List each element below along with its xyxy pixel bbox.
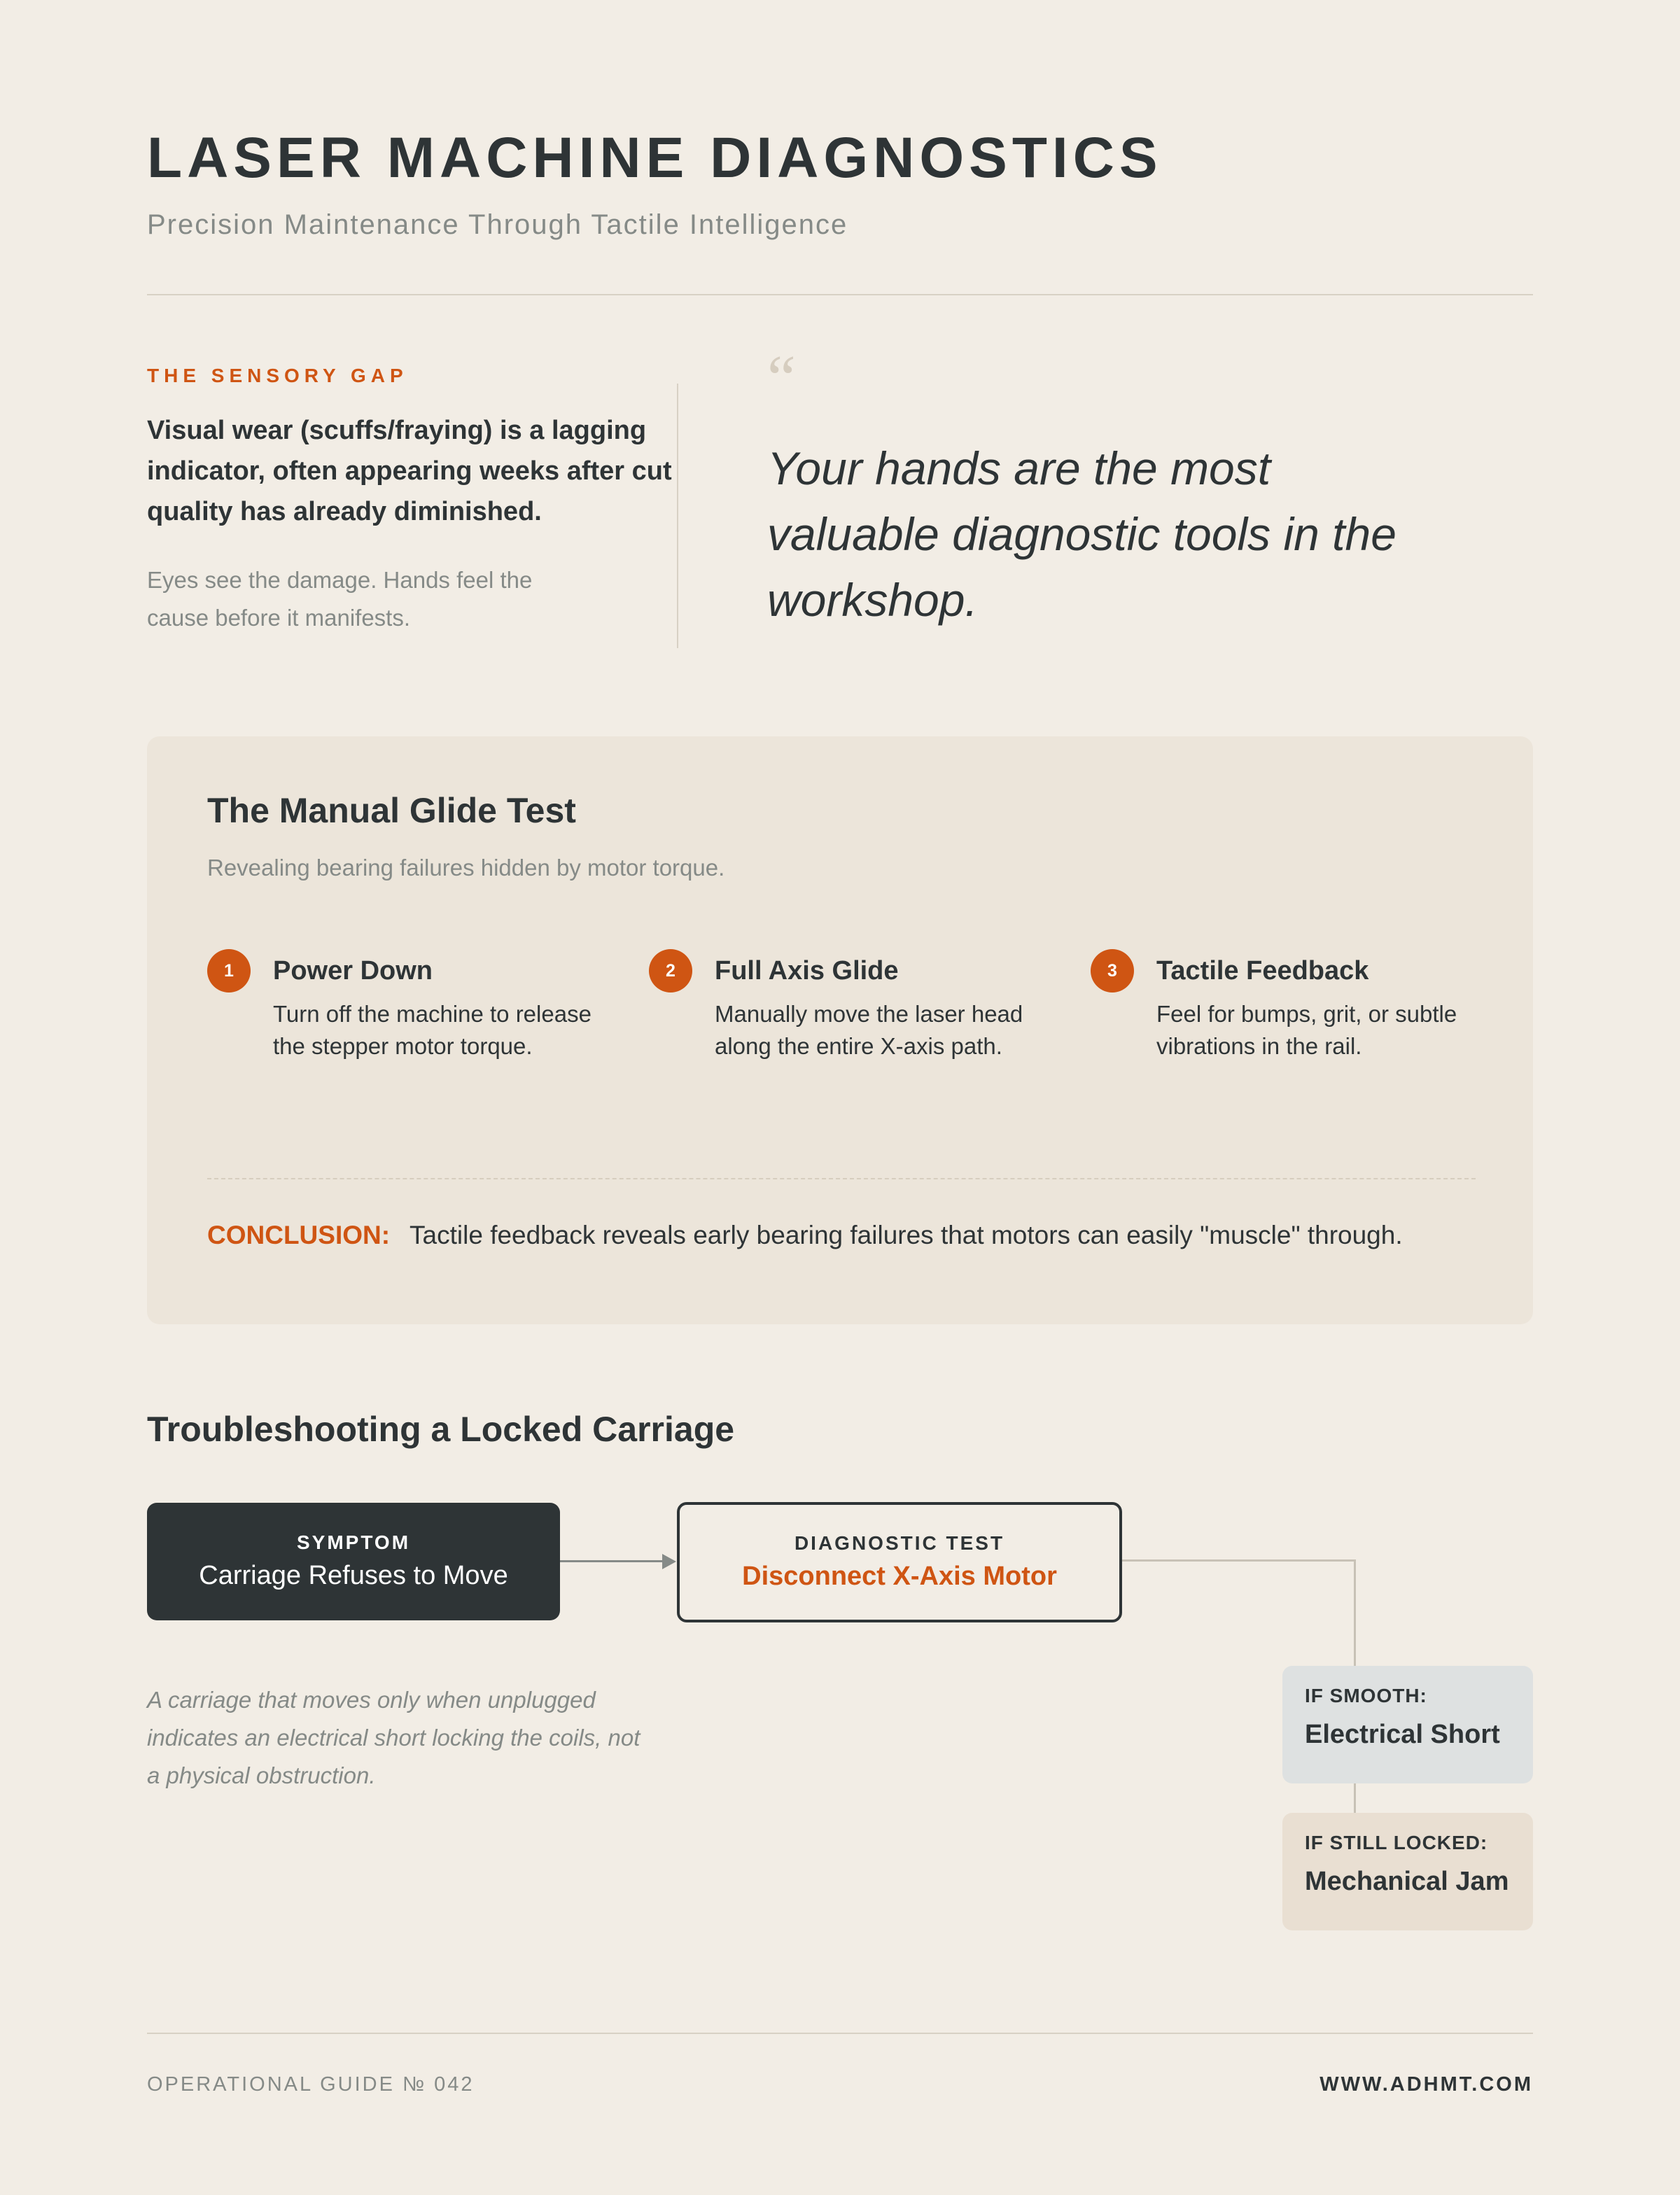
step-title: Tactile Feedback [1156, 956, 1369, 986]
outcome-mechanical-jam [1282, 1813, 1533, 1930]
pull-quote: Your hands are the most valuable diagnostic tools in the workshop. [767, 442, 1396, 626]
page-subtitle: Precision Maintenance Through Tactile Intelligence [147, 209, 848, 240]
arrow-right-icon [560, 1560, 664, 1562]
outcome-electrical-short [1282, 1666, 1533, 1783]
glide-test-subtitle: Revealing bearing failures hidden by motor torque. [207, 855, 725, 881]
sensory-gap-label: THE SENSORY GAP [147, 365, 408, 386]
outcome-label: IF SMOOTH: [1305, 1685, 1427, 1706]
header-divider [147, 294, 1533, 295]
troubleshooting-note: A carriage that moves only when unplugged indicates an electrical short locking the coils, not a physical obstruction. [147, 1687, 640, 1788]
page-title: LASER MACHINE DIAGNOSTICS [147, 126, 1163, 190]
conclusion [207, 1218, 1403, 1253]
arrow-head-icon [662, 1554, 676, 1569]
quote-mark-icon: “ [767, 342, 796, 414]
step-title: Power Down [273, 956, 433, 986]
conclusion-label: CONCLUSION: [207, 1221, 391, 1249]
sensory-gap-note: Eyes see the damage. Hands feel the cause before it manifests. [147, 567, 533, 631]
conclusion-text: Tactile feedback reveals early bearing failures that motors can easily "muscle" through. [410, 1221, 1403, 1249]
diagnostic-test-box [677, 1502, 1122, 1622]
step-power-down [207, 949, 627, 1089]
footer-guide-number: OPERATIONAL GUIDE № 042 [147, 2073, 475, 2096]
symptom-value: Carriage Refuses to Move [199, 1561, 508, 1590]
sensory-gap-lead: Visual wear (scuffs/fraying) is a lagging indicator, often appearing weeks after cut quality has already diminished. [147, 416, 672, 526]
vertical-divider [677, 384, 678, 648]
step-description: Turn off the machine to release the stepper motor torque. [273, 1001, 592, 1059]
step-description: Manually move the laser head along the entire X-axis path. [715, 1001, 1023, 1059]
connector-horizontal [1122, 1559, 1356, 1562]
step-tactile-feedback [1091, 949, 1511, 1089]
glide-test-title: The Manual Glide Test [207, 791, 576, 830]
step-description: Feel for bumps, grit, or subtle vibrations in the rail. [1156, 1001, 1457, 1059]
step-number-badge: 3 [1091, 949, 1134, 993]
panel-dashed-divider [207, 1178, 1476, 1179]
outcome-value: Electrical Short [1305, 1720, 1500, 1749]
footer-website-link[interactable]: WWW.ADHMT.COM [1320, 2073, 1533, 2096]
outcome-value: Mechanical Jam [1305, 1867, 1509, 1896]
page [147, 0, 1533, 2195]
diagnostic-label: DIAGNOSTIC TEST [794, 1532, 1005, 1554]
step-number-badge: 2 [649, 949, 692, 993]
symptom-label: SYMPTOM [296, 1531, 411, 1553]
diagnostic-value: Disconnect X-Axis Motor [742, 1562, 1057, 1591]
footer-divider [147, 2033, 1533, 2034]
symptom-box [147, 1503, 560, 1620]
outcome-label: IF STILL LOCKED: [1305, 1832, 1488, 1853]
step-full-axis-glide [649, 949, 1069, 1089]
troubleshooting-title: Troubleshooting a Locked Carriage [147, 1410, 735, 1449]
step-title: Full Axis Glide [715, 956, 899, 986]
step-number-badge: 1 [207, 949, 251, 993]
